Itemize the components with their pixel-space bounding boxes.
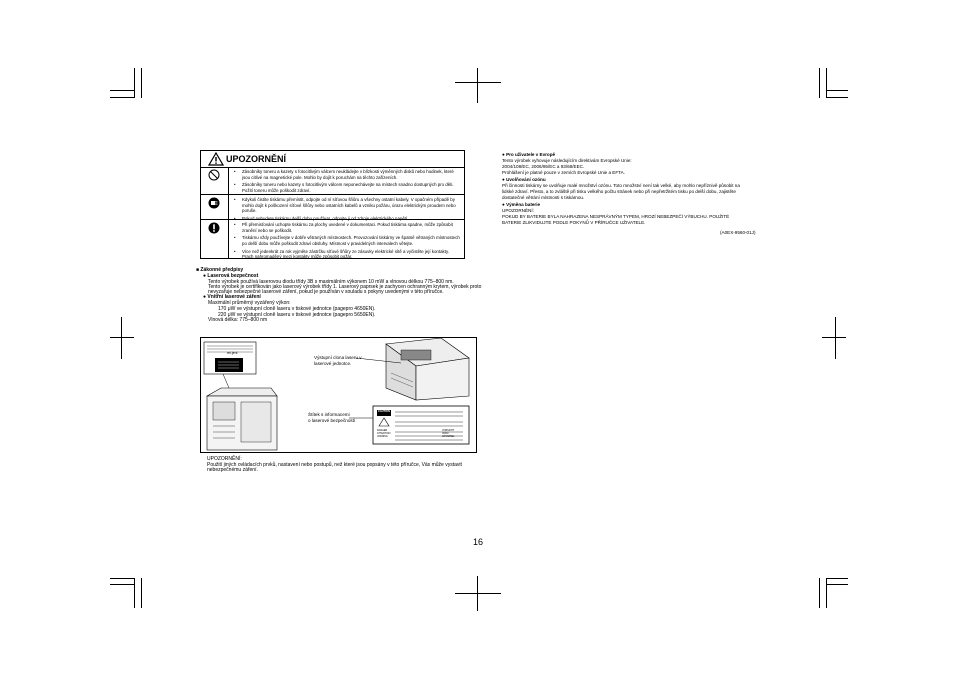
battery-line: BATERIE ZLIKVIDUJTE PODLE POKYNŮ V PŘÍRUČCE UŽIVATELE.: [502, 220, 646, 225]
label-rows: VORSICHT VARO ADVARSEL: [442, 429, 455, 438]
caution-item: • Zásobníky toneru a kazety s fotocitlivým válcem neukládejte v blízkosti výměnných disků nebo hodinek, které jsou citlivé na magnetické pole. Mohlo by dojít k poruchám na těchto zařízeních.: [232, 169, 460, 180]
laser-line: Tento výrobek používá laserovou diodu třídy 3B s maximálním výkonem 10 mW a vlnovou délkou 775–800 nm.: [208, 279, 454, 285]
laser-line: Tento výrobek je certifikován jako laserový výrobek třídy 1. Laserový paprsek je zachycen ochranným krytem, výrobek proto: [208, 284, 482, 290]
europe-line: 2004/108/EC, 2006/95/EC a 93/68/EEC.: [502, 164, 585, 169]
caution-word: CAUTION: [378, 410, 390, 413]
caution-row-3: [232, 222, 460, 262]
ozone-line: lidské zdraví. Přesto, a to zvláště při tisku velkého počtu stránek nebo při nepřetržitém tisku po delší dobu, zajistěte: [502, 189, 736, 194]
caution-header: [201, 151, 464, 168]
battery-heading: ● Výměna baterie: [502, 202, 541, 207]
mandatory-action-icon: [208, 222, 220, 234]
europe-heading: ● Pro uživatele v Evropě: [502, 152, 556, 157]
ozone-line: dostatečné větrání místnosti s tiskárnou.: [502, 195, 585, 200]
ozone-heading: ● Uvolňování ozónu: [502, 177, 546, 182]
caution-item: • Kdykoli čistíte tiskárnu přemístit, odpojte od ní síťovou šňůru a všechny ostatní kabely. V opačném případě by mohlo dojít k poškození síťové šňůry nebo ostatních kabelů a vzniku požáru, úrazu elektrickým proudem nebo poruše.: [232, 197, 460, 214]
page-number: 16: [473, 537, 484, 547]
warning-triangle-icon: [208, 152, 224, 166]
label-text: rel.jení: [227, 351, 238, 355]
battery-line: POKUD BY BATERIE BYLA NAHRAZENA NESPRÁVNÝM TYPEM, HROZÍ NEBEZPEČÍ VÝBUCHU. POUŽITÉ: [502, 214, 730, 219]
caution-row-1: [232, 169, 460, 196]
caution-item: • Tiskárnu vždy používejte v dobře větraných místnostech. Provozování tiskárny ve špatně větraných místnostech po delší dobu může poškodit zdraví obsluhy. Místnost v pravidelných intervalech větejte.: [232, 235, 460, 246]
note-line: nebezpečnému záření.: [207, 467, 258, 473]
europe-line: Prohlášení je platné pouze v zemích Evropské Unie a EFTA.: [502, 170, 625, 175]
regulatory-heading: ■ Zákonné předpisy: [196, 267, 244, 273]
caution-item: • Při přemisťování uchopte tiskárnu za plochy uvedené v dokumentaci. Pokud tiskárna spadne, může způsobit zranění nebo se poškodit.: [232, 222, 460, 233]
battery-line: UPOZORNĚNÍ:: [502, 208, 534, 213]
caution-table: [200, 150, 465, 259]
laser-line: nevyzařuje nebezpečné laserové záření, pokud je používán v souladu s pokyny uvedenými v této příručce.: [208, 289, 444, 295]
internal-line: Maximální průměrný vyzářený výkon:: [208, 300, 291, 306]
europe-line: Tento výrobek vyhovuje následujícím direktivám Evropské Unie:: [502, 158, 632, 163]
caution-item: • Pokud nebudete tiskárnu delší dobu používat, odpojte ji od zdroje elektrického napětí.: [232, 216, 460, 222]
internal-line: 170 μW ve výstupní clonĕ laseru v tiskové jednotce (pagepro 4650EN).: [218, 306, 376, 312]
aperture-callout: Výstupní clona laseru v laserové jednotce.: [314, 355, 362, 366]
icon-column-divider: [228, 167, 229, 259]
caution-item: • Více než jedenkrát za rok vyjměte zástrčku síťové šňůry ze zásuvky elektrické sítě a vyčistěte její kontakty. Prach nahromaděný mezi kontakty může způsobit požár.: [232, 249, 460, 260]
internal-line: 220 μW ve výstupní clonĕ laseru v tiskové jednotce (pagepro 5650EN).: [218, 312, 376, 318]
label-callout: Štítek s informacemi o laserové bezpečnosti: [308, 412, 355, 423]
ozone-line: Při činnosti tiskárny se uvolňuje malé množství ozónu. Toto množství není tak velké, aby mohlo nepříznivě působit na: [502, 183, 740, 188]
note-title: UPOZORNĚNÍ:: [207, 456, 242, 462]
caution-item: • Zásobníky toneru nebo kazety s fotocitlivým válcem neponechávejte na místech snadno dostupných pro děti. Požití toneru může poškodit zdraví.: [232, 182, 460, 193]
laser-safety-heading: ● Laserová bezpečnost: [203, 273, 259, 279]
internal-line: Vlnová délka: 775–800 nm: [208, 317, 268, 323]
caution-row-2: [232, 197, 460, 224]
unplug-icon: [208, 197, 220, 209]
document-code: (A0EX-9560-01J): [720, 230, 756, 235]
note-line: Použití jiných ovládacích prvků, nastavení nebo postupů, než které jsou popsány v této příručce, Vás může vystavit: [207, 462, 462, 468]
prohibition-icon: [208, 169, 220, 181]
laser-illustration: [200, 337, 477, 453]
internal-laser-heading: ● Vnitřní laserové záření: [203, 294, 261, 300]
label-rows: DANGER ATTENTION VARNING: [377, 429, 391, 438]
caution-title: UPOZORNĚNÍ: [226, 154, 287, 164]
